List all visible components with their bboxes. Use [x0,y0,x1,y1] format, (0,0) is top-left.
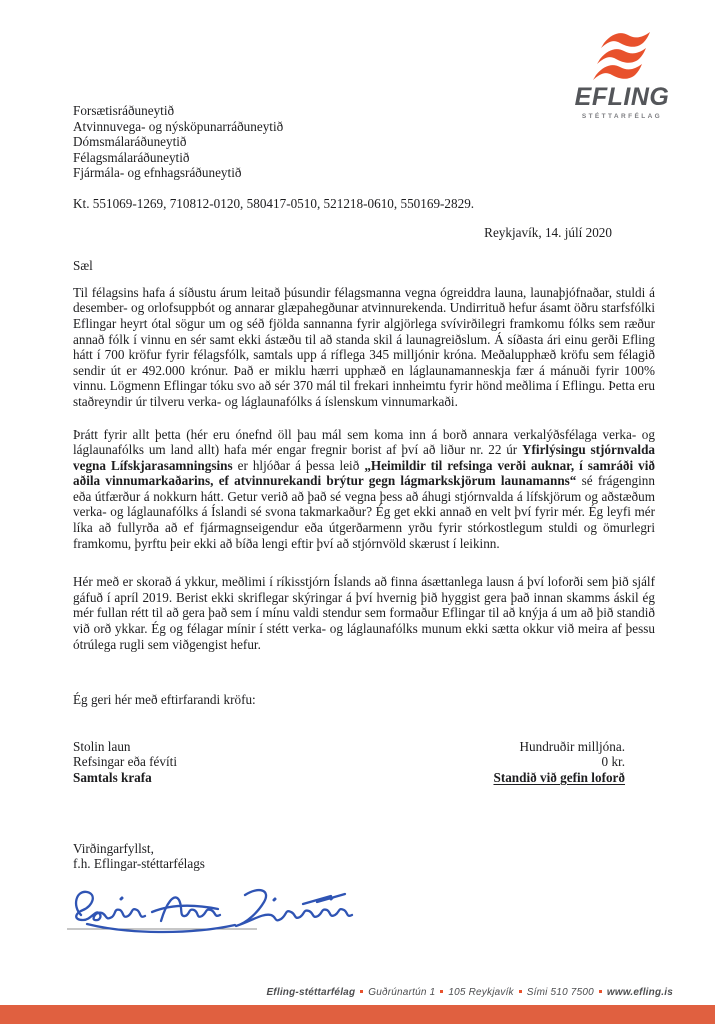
claim-value: Standið við gefin loforð [493,770,625,785]
claim-row [73,739,625,755]
dot-separator-icon [599,990,602,993]
recipient-line: Atvinnuvega- og nýsköpunarráðuneytið [73,118,284,134]
recipient-line: Fjármála- og efnhagsráðuneytið [73,165,242,181]
claim-total-row [73,770,625,786]
dot-separator-icon [519,990,522,993]
footer-phone: Sími 510 7500 [526,987,594,998]
emphasis-declaration-title: Yfirlýsingu stjórnvalda vegna Lífskjarasamningsins [73,442,655,473]
claim-label: Stolin laun [73,738,131,754]
closing-line: Virðingarfyllst, [73,840,154,856]
claims-table [73,739,655,786]
paragraph-1: Til félagsins hafa á síðustu árum leitað þúsundir félagsmanna vegna ógreiddra launa, launaþjófnaðar, stuldi á desember- og orlofsuppbót og annarar glæpahegðunar atvinnurekenda. Undirrituð hefur ásamt öðru starfsfólki Eflingar heyrt ótal sögur um og séð fjölda sannanna fyrir algjörlega svívirðilegri framkomu fólks sem ræður annað fólk í vinnu en sér samt ekki ástæðu til að standa skil á launagreiðslum. Á síðasta ári einu gerði Efling hátt í 700 kröfur fyrir félagsfólk, samtals upp á ríflega 345 milljónir króna. Meðalupphæð kröfu sem félagið sendir út er 492.000 krónur. Það er miklu hærri upphæð en láglaunamanneskja fær á mánuði fyrir 100% vinnu. Lögmenn Eflingar tóku svo að sér 370 mál til frekari innheimtu fyrir hönd meðlima í Eflingu. Þetta eru staðreyndir úr tilveru verka- og láglaunafólks á íslenskum vinnumarkaði. [73,284,655,409]
recipient-line: Félagsmálaráðuneytið [73,149,190,165]
footer-address: Guðrúnartún 1 [368,987,436,998]
handwritten-signature [65,879,375,941]
letter-footer [0,987,673,998]
footer-city: 105 Reykjavík [448,987,514,998]
footer-accent-bar [0,1005,715,1024]
dot-separator-icon [440,990,443,993]
claim-value: 0 kr. [601,754,625,770]
efling-wordmark: EFLING [574,83,670,111]
closing-block [73,841,655,872]
paragraph-2-text: Þrátt fyrir allt þetta (hér eru ónefnd öll þau mál sem koma inn á borð annara verkalýðsfélaga verka- og láglaunafólks um land allt) hafa mér engar fregnir borist af því að liður nr. 22 úr [73,426,655,458]
claim-label: Samtals krafa [73,770,152,785]
efling-logo-subtitle: STÉTTARFÉLAG [581,113,663,120]
claim-label: Refsingar eða févíti [73,754,177,770]
kt-numbers-line: Kt. 551069-1269, 710812-0120, 580417-0510, 521218-0610, 550169-2829. [73,195,475,211]
recipient-list [73,103,655,181]
salutation: Sæl [73,258,93,274]
date-line: Reykjavík, 14. júlí 2020 [484,224,612,240]
paragraph-2 [73,427,655,552]
paragraph-2-text: sé frágenginn eða útfærður á nokkurn hátt. Getur verið að það sé vegna þess að áhugi stjórnvalda á lífskjörum og aðstæðum verka- og láglaunafólks á Íslandi sé svona takmarkaður? Ég get ekki annað en velt því fyrir mér. Ég leyfi mér líka að fullyrða að ef fjármagnseigendur eða útgerðarmenn yrðu fyrir stórkostlegum stuldi og ömurlegri framkomu, þyrftu þeir ekki að bíða lengi eftir því að stjórnvöld skærust í leikinn. [73,473,655,551]
letter-body [73,0,655,941]
claim-row [73,754,625,770]
recipient-line: Dómsmálaráðuneytið [73,134,187,150]
footer-org: Efling-stéttarfélag [266,987,356,998]
dot-separator-icon [360,990,363,993]
paragraph-2-text: er hljóðar á þessa leið [232,457,365,473]
claim-value: Hundruðir milljóna. [519,738,625,754]
footer-web: www.efling.is [606,987,673,998]
paragraph-3: Hér með er skorað á ykkur, meðlimi í ríkisstjórn Íslands að finna ásættanlega lausn á því loforði sem þið sjálf gáfuð í apríl 2019. Berist ekki skriflegar skýringar á því hvernig þið hyggist gera það innan skamms áskil ég mér fullan rétt til að gera það sem í mínu valdi stendur sem formaður Eflingar til að knýja á um að þið standið við orð ykkar. Ég og félagar mínir í stétt verka- og láglaunafólks munum ekki sætta okkur við meira af þessu ótrúlega rugli sem viðgengist hefur. [73,574,655,652]
recipient-line: Forsætisráðuneytið [73,103,175,118]
closing-line: f.h. Eflingar-stéttarfélags [73,856,205,872]
demand-intro: Ég geri hér með eftirfarandi kröfu: [73,692,256,708]
emphasis-quote: „Heimildir til refsinga verði auknar, í samráði við aðila vinnumarkaðarins, ef atvinnurekandi brýtur gegn lágmarkskjörum launamanns“ [73,457,656,489]
signature-block [65,879,655,941]
